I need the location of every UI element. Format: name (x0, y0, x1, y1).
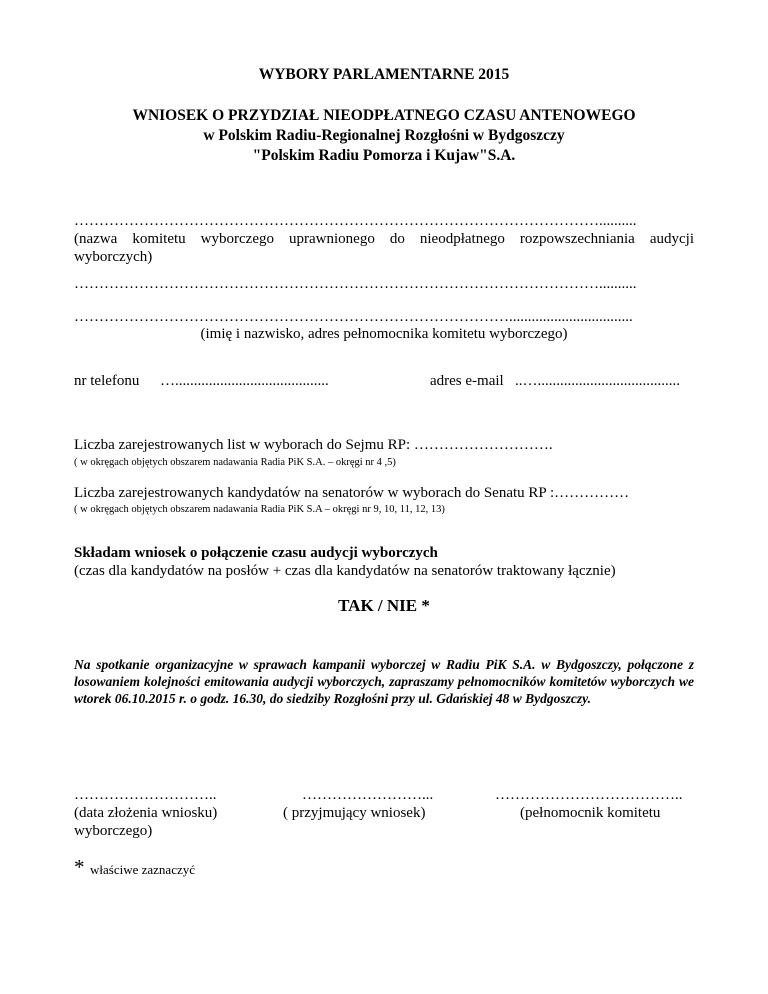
date-signature-dots: ……………………….. (74, 787, 217, 803)
proxy-caption: (imię i nazwisko, adres pełnomocnika komitetu wyborczego) (200, 326, 568, 342)
header-company-line: "Polskim Radiu Pomorza i Kujaw"S.A. (252, 147, 516, 164)
senators-count-line: Liczba zarejestrowanych kandydatów na senatorów w wyborach do Senatu RP :…………… (74, 485, 630, 501)
yes-no-choice: TAK / NIE * (338, 596, 430, 615)
meeting-invitation: Na spotkanie organizacyjne w sprawach kampanii wyborczej w Radiu PiK S.A. w Bydgoszczy, połączone z losowaniem kolejności emitowania audycji wyborczych, zapraszamy pełnomocników komitetów wyborczych we wtorek 06.10.2015 r. o godz. 16.30, do siedziby Rozgłośni przy ul. Gdańskiej 48 w Bydgoszczy. (74, 657, 694, 706)
committee-name-caption: (nazwa komitetu wyborczego uprawnionego do nieodpłatnego rozpowszechniania audycji wyborczych) (74, 231, 694, 265)
email-label: adres e-mail (430, 373, 504, 389)
proxy-address-dots: ……………………………………………………………………………................................. (74, 309, 633, 325)
committee-name-dots: …………………………………………………………………………………………….......... (74, 213, 637, 229)
receiver-signature-label: ( przyjmujący wniosek) (283, 805, 426, 821)
proxy-signature-dots: ……………………………….. (495, 787, 683, 803)
lists-note: ( w okręgach objętych obszarem nadawania Radia PiK S.A. – okręgi nr 4 ,5) (74, 457, 396, 468)
proxy-signature-continuation: wyborczego) (74, 823, 153, 839)
proxy-signature-label: (pełnomocnik komitetu (520, 805, 661, 821)
footnote-asterisk: * (74, 855, 85, 879)
footnote-text: właściwe zaznaczyć (90, 862, 196, 877)
proxy-name-dots: …………………………………………………………………………………………….......... (74, 276, 637, 292)
receiver-signature-dots: ……………………... (302, 787, 434, 803)
header-request-title: WNIOSEK O PRZYDZIAŁ NIEODPŁATNEGO CZASU ANTENOWEGO (132, 107, 636, 124)
header-station-line: w Polskim Radiu-Regionalnej Rozgłośni w Bydgoszczy (203, 127, 565, 144)
senators-note: ( w okręgach objętych obszarem nadawania Radia PiK S.A – okręgi nr 9, 10, 11, 12, 13) (74, 504, 445, 515)
merge-request-title: Składam wniosek o połączenie czasu audycji wyborczych (74, 545, 438, 561)
phone-label: nr telefonu (74, 373, 140, 389)
date-signature-label: (data złożenia wniosku) (74, 805, 218, 821)
lists-count-line: Liczba zarejestrowanych list w wyborach do Sejmu RP: ………………………. (74, 437, 553, 453)
merge-request-explanation: (czas dla kandydatów na posłów + czas dla kandydatów na senatorów traktowany łącznie) (74, 563, 616, 579)
email-dots: ..…...................................... (515, 373, 680, 389)
header-election-title: WYBORY PARLAMENTARNE 2015 (258, 66, 510, 83)
phone-dots: …......................................... (160, 373, 329, 389)
